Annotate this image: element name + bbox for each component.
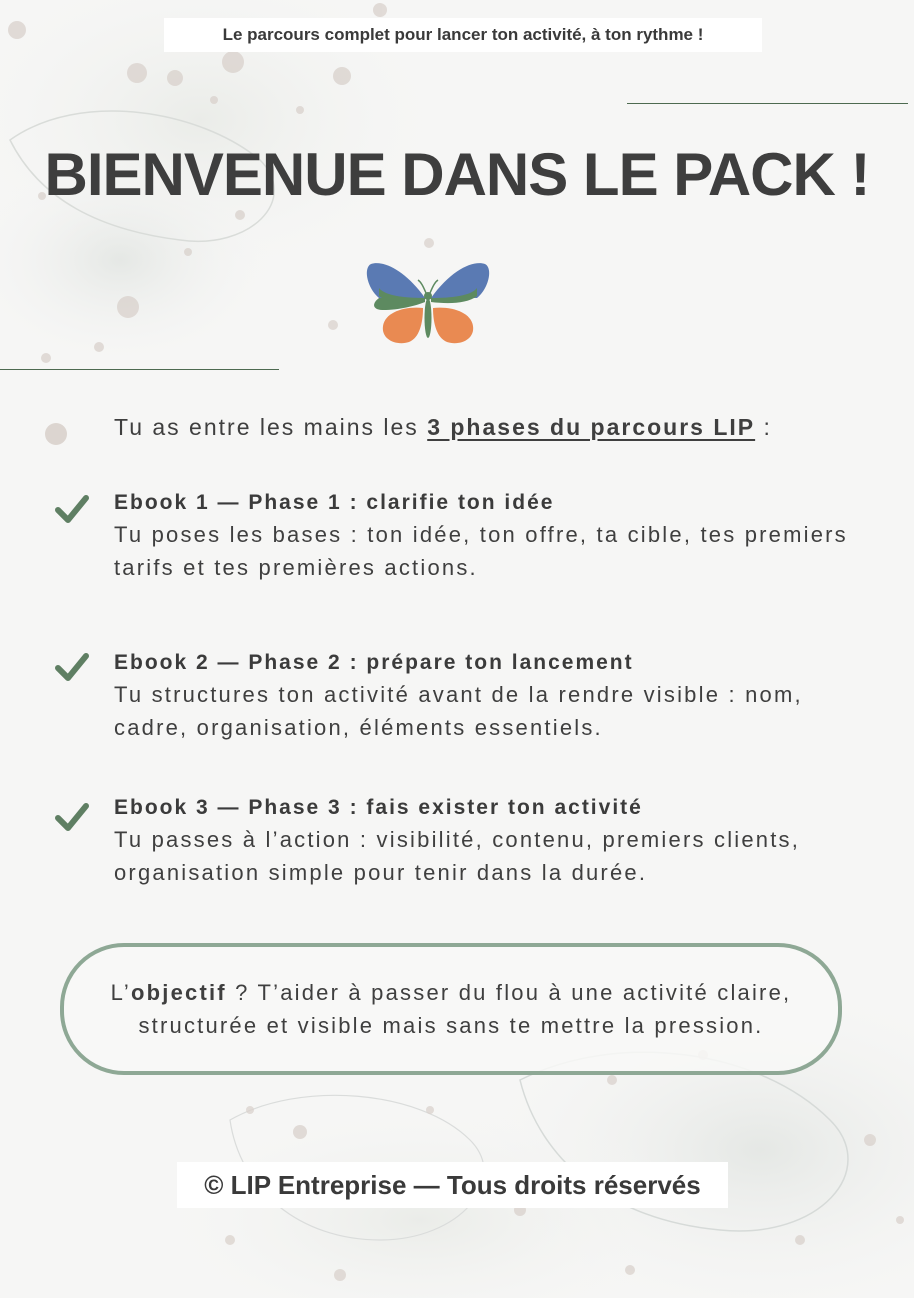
- objective-text: [104, 976, 798, 1042]
- butterfly-logo: [365, 258, 491, 348]
- header-tagline: Le parcours complet pour lancer ton activité, à ton rythme !: [164, 18, 762, 52]
- phase-1-title: Ebook 1 — Phase 1 : clarifie ton idée: [114, 491, 555, 514]
- intro-prefix: Tu as entre les mains les: [114, 414, 428, 440]
- footer-copyright: © LIP Entreprise — Tous droits réservés: [177, 1162, 728, 1208]
- check-icon: [55, 652, 89, 682]
- page-title: BIENVENUE DANS LE PACK !: [44, 141, 870, 208]
- intro-text: [114, 414, 772, 441]
- phase-1: [114, 488, 874, 584]
- check-icon: [55, 802, 89, 832]
- top-right-divider: [627, 103, 908, 104]
- objective-prefix: L’: [110, 980, 131, 1005]
- phase-3-title: Ebook 3 — Phase 3 : fais exister ton activité: [114, 796, 643, 819]
- decorative-dot: [45, 423, 67, 445]
- check-icon: [55, 494, 89, 524]
- intro-suffix: :: [755, 414, 772, 440]
- intro-highlight: 3 phases du parcours LIP: [427, 414, 756, 440]
- left-divider: [0, 369, 279, 370]
- phase-2-text: Tu structures ton activité avant de la rendre visible : nom, cadre, organisation, éléments essentiels.: [114, 682, 803, 740]
- objective-body: ? T’aider à passer du flou à une activité claire, structurée et visible mais sans te mettre la pression.: [138, 980, 792, 1038]
- phase-1-text: Tu poses les bases : ton idée, ton offre, ta cible, tes premiers tarifs et tes premières actions.: [114, 522, 848, 580]
- phase-3-text: Tu passes à l’action : visibilité, contenu, premiers clients, organisation simple pour tenir dans la durée.: [114, 827, 801, 885]
- phase-2: [114, 648, 874, 744]
- objective-box: [60, 943, 842, 1075]
- objective-keyword: objectif: [130, 980, 227, 1005]
- phase-3: [114, 793, 874, 889]
- phase-2-title: Ebook 2 — Phase 2 : prépare ton lancement: [114, 651, 634, 674]
